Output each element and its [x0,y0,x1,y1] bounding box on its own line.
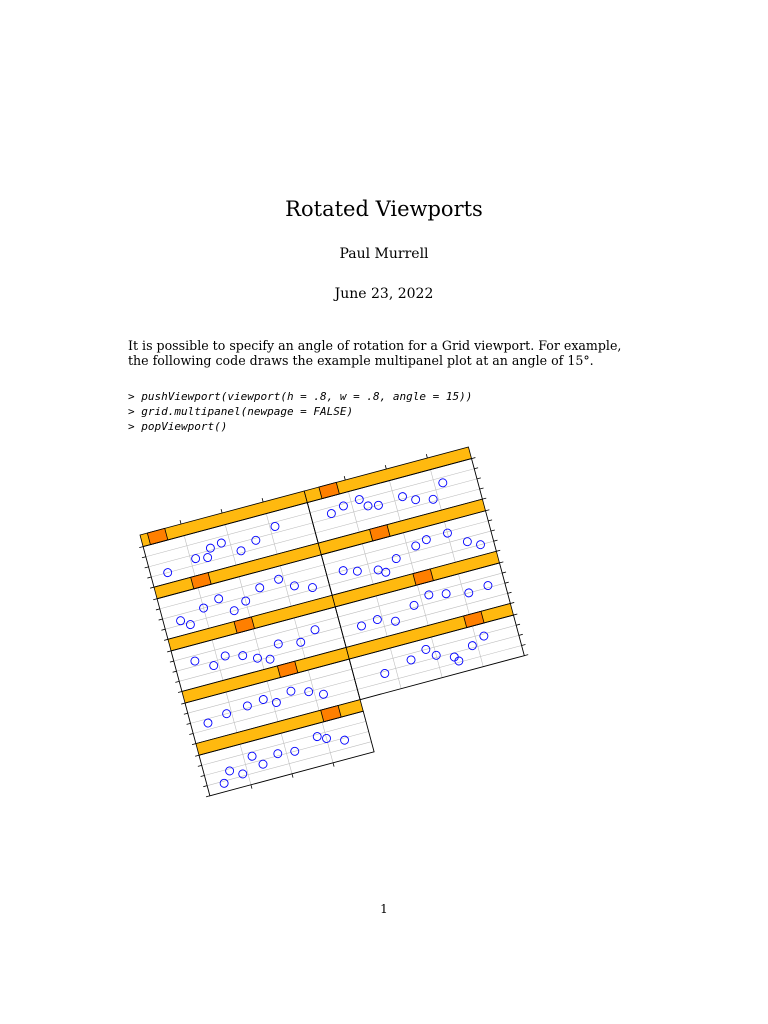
data-point [312,732,322,742]
axis-tick [499,562,503,563]
axis-tick [192,744,196,745]
body-paragraph: It is possible to specify an angle of rotation for a Grid viewport. For example, the following code draws the example multipanel plot at an angle of 15°. [128,338,622,368]
code-line: > grid.multipanel(newpage = FALSE) [128,405,354,418]
axis-tick [505,582,509,583]
axis-tick [262,498,263,502]
data-point [236,546,246,556]
data-point [190,656,200,666]
data-point [467,641,477,651]
axis-tick [488,520,492,521]
axis-tick [180,520,181,524]
strip-marker [191,573,211,589]
strip-marker [370,525,390,541]
axis-tick [198,765,202,766]
axis-tick [472,458,476,459]
axis-tick [494,540,498,541]
data-point [238,651,248,661]
axis-tick [150,587,154,588]
rotated-multipanel-figure [0,440,768,860]
data-point [251,535,261,545]
data-point [225,766,235,776]
data-point [339,501,349,511]
figure-canvas [0,440,768,860]
axis-tick [153,599,157,600]
grid-line [207,742,371,786]
strip-marker [234,617,254,633]
code-line: > pushViewport(viewport(h = .8, w = .8, angle = 15)) [128,390,473,403]
data-point [391,616,401,626]
data-point [428,494,438,504]
data-point [290,581,300,591]
axis-tick [173,671,177,672]
axis-tick [175,681,179,682]
axis-tick [502,572,506,573]
axis-tick [496,550,500,551]
axis-tick [516,624,520,625]
axis-tick [513,614,517,615]
data-point [238,769,248,779]
data-point [483,581,493,591]
data-point [214,594,224,604]
data-point [274,574,284,584]
axis-tick [426,454,427,458]
axis-tick [474,468,478,469]
axis-tick [477,478,481,479]
axis-tick [292,774,293,778]
data-point [363,501,373,511]
axis-tick [187,723,191,724]
axis-tick [203,786,207,787]
data-point [273,749,283,759]
strip-marker [319,482,339,498]
strip-bar [318,499,485,555]
axis-tick [480,488,484,489]
data-point [219,778,229,788]
axis-tick [142,557,146,558]
axis-tick [508,592,512,593]
data-point [340,735,350,745]
author-name: Paul Murrell [339,246,429,262]
axis-tick [178,691,182,692]
publication-date: June 23, 2022 [334,286,434,302]
axis-tick [201,776,205,777]
data-point [265,654,275,664]
page-number: 1 [380,902,388,916]
axis-tick [159,619,163,620]
axis-tick [522,644,526,645]
data-point [441,589,451,599]
axis-tick [181,703,185,704]
data-point [398,492,408,502]
axis-tick [139,547,143,548]
data-point [220,651,230,661]
strip-marker [277,661,297,677]
axis-tick [524,655,528,656]
data-point [205,543,215,553]
axis-tick [485,510,489,511]
strip-marker [413,569,433,585]
axis-tick [251,785,252,789]
strip-marker [321,706,341,722]
paper-title: Rotated Viewports [285,197,483,221]
axis-tick [221,509,222,513]
data-point [421,535,431,545]
axis-tick [145,567,149,568]
axis-tick [184,713,188,714]
axis-tick [206,796,210,797]
data-point [308,583,318,593]
axis-tick [195,755,199,756]
data-point [242,701,252,711]
rotated-viewport [135,442,543,801]
axis-tick [189,733,193,734]
data-point [372,615,382,625]
axis-tick [333,763,334,767]
axis-tick [161,629,165,630]
data-point [479,631,489,641]
data-point [424,590,434,600]
data-point [255,583,265,593]
strip-bar [182,647,349,703]
data-point [380,669,390,679]
code-block [128,389,648,434]
strip-marker [464,611,484,627]
data-point [438,478,448,488]
strip-bar [154,543,321,599]
axis-tick [167,651,171,652]
axis-tick [519,634,523,635]
axis-tick [510,602,514,603]
axis-tick [344,476,345,480]
axis-tick [482,498,486,499]
grid-line [357,645,521,689]
data-point [409,600,419,610]
data-point [391,554,401,564]
axis-tick [147,577,151,578]
data-point [286,686,296,696]
axis-tick [491,530,495,531]
data-point [411,541,421,551]
axis-tick [156,609,160,610]
code-line: > popViewport() [128,420,228,433]
axis-tick [164,639,168,640]
strip-marker [147,528,167,544]
data-point [186,620,196,630]
axis-tick [385,465,386,469]
axis-tick [170,661,174,662]
